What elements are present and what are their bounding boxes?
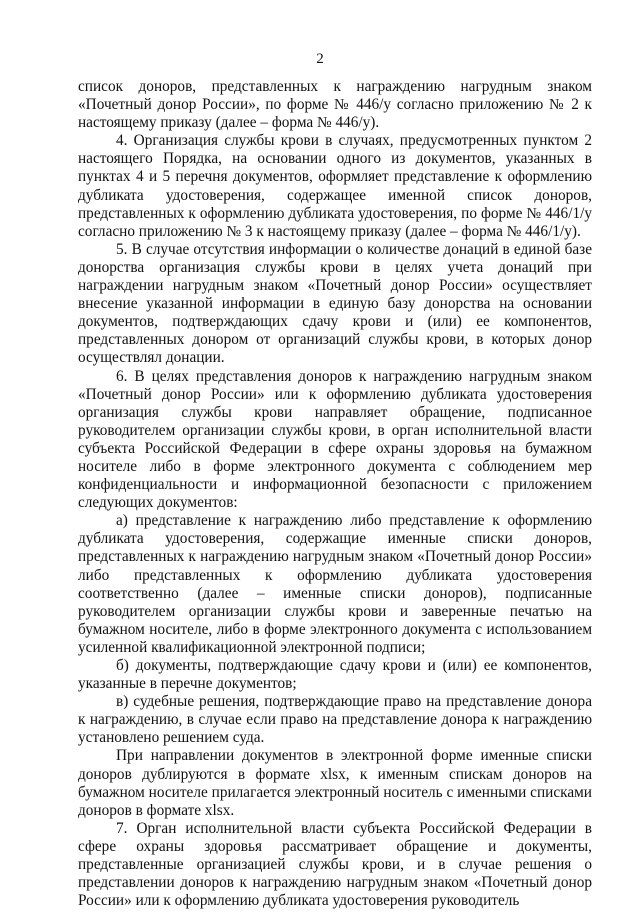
paragraph-5: 5. В случае отсутствия информации о количестве донаций в единой базе донорства организация службы крови в целях учета донаций при награждении нагрудным знаком «Почетный донор России» осуществляет внесение указанной информации в единую базу донорства на основании документов, подтверждающих сдачу крови и (или) ее компонентов, представленных донором от организаций службы крови, в которых донор осуществлял донации. — [78, 240, 592, 367]
paragraph-6-item-b: б) документы, подтверждающие сдачу крови и (или) ее компонентов, указанные в перечне документов; — [78, 657, 592, 693]
paragraph-6: 6. В целях представления доноров к награждению нагрудным знаком «Почетный донор России» или к оформлению дубликата удостоверения организация службы крови направляет обращение, подписанное руководителем организации службы крови, в орган исполнительной власти субъекта Российской Федерации в сфере охраны здоровья на бумажном носителе либо в форме электронного документа с соблюдением мер конфиденциальности и информационной безопасности с приложением следующих документов: — [78, 367, 592, 512]
paragraph-6-item-a: а) представление к награждению либо представление к оформлению дубликата удостоверения, содержащие именные списки доноров, представленных к награждению нагрудным знаком «Почетный донор России» либо представленных к оформлению дубликата удостоверения соответственно (далее – именные списки доноров), подписанные руководителем организации службы крови и заверенные печатью на бумажном носителе, либо в форме электронного документа с использованием усиленной квалификационной электронной подписи; — [78, 512, 592, 656]
page-number: 2 — [316, 51, 324, 67]
paragraph-4: 4. Организация службы крови в случаях, предусмотренных пунктом 2 настоящего Порядка, на основании одного из документов, указанных в пунктах 4 и 5 перечня документов, оформляет представление к оформлению дубликата удостоверения, содержащее именной список доноров, представленных к оформлению дубликата удостоверения, по форме № 446/1/у согласно приложению № 3 к настоящему приказу (далее – форма № 446/1/у). — [78, 132, 592, 240]
paragraph-6-item-v: в) судебные решения, подтверждающие право на представление донора к награждению, в случае если право на представление донора к награждению установлено решением суда. — [78, 693, 592, 747]
paragraph-continuation: список доноров, представленных к награждению нагрудным знаком «Почетный донор России», по форме № 446/у согласно приложению № 2 к настоящему приказу (далее – форма № 446/у). — [78, 78, 592, 132]
paragraph-7: 7. Орган исполнительной власти субъекта Российской Федерации в сфере охраны здоровья рассматривает обращение и документы, представленные организацией службы крови, и в случае решения о представлении доноров к награждению нагрудным знаком «Почетный донор России» или к оформлению дубликата удостоверения руководитель — [78, 819, 592, 910]
paragraph-electronic-form: При направлении документов в электронной форме именные списки доноров дублируются в формате xlsx, к именным спискам доноров на бумажном носителе прилагается электронный носитель с именными списками доноров в формате xlsx. — [78, 747, 592, 819]
document-body — [78, 78, 592, 910]
